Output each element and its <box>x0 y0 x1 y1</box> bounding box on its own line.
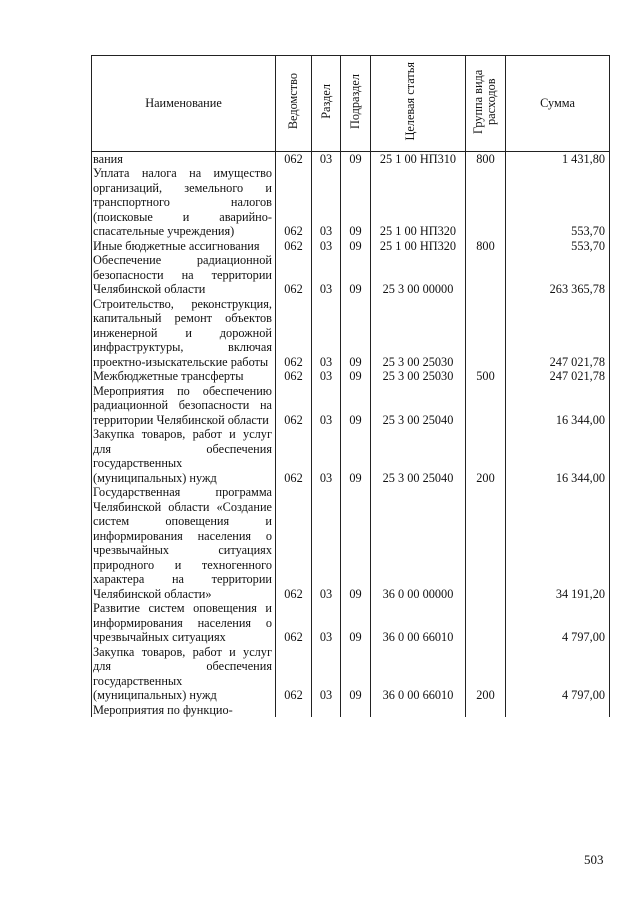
header-sum: Сумма <box>506 56 610 152</box>
cell-podrazdel <box>341 703 371 718</box>
cell-razdel: 03 <box>312 151 341 166</box>
cell-target-article: 25 3 00 25030 <box>371 369 466 384</box>
cell-razdel: 03 <box>312 645 341 703</box>
cell-podrazdel: 09 <box>341 151 371 166</box>
table-row <box>92 703 610 718</box>
cell-razdel: 03 <box>312 297 341 370</box>
cell-sum: 4 797,00 <box>506 601 610 645</box>
cell-vedomstvo <box>276 703 312 718</box>
cell-expense-group <box>466 601 506 645</box>
cell-name: Мероприятия по обеспечению радиационной безопасности на территории Челябинской области <box>92 384 276 428</box>
cell-expense-group <box>466 166 506 239</box>
cell-target-article: 36 0 00 66010 <box>371 645 466 703</box>
cell-name: Межбюджетные трансферты <box>92 369 276 384</box>
cell-name: Государственная программа Челябинской области «Создание систем оповещения и информирования населения о чрезвычайных ситуациях природного и техногенного характера на территории Челябинской области» <box>92 485 276 601</box>
cell-name: Мероприятия по функцио- <box>92 703 276 718</box>
cell-vedomstvo: 062 <box>276 297 312 370</box>
table-row <box>92 384 610 428</box>
table-row <box>92 151 610 166</box>
cell-target-article: 25 3 00 25030 <box>371 297 466 370</box>
cell-vedomstvo: 062 <box>276 427 312 485</box>
cell-expense-group <box>466 703 506 718</box>
cell-vedomstvo: 062 <box>276 601 312 645</box>
cell-target-article: 25 3 00 25040 <box>371 427 466 485</box>
cell-razdel: 03 <box>312 369 341 384</box>
cell-sum: 16 344,00 <box>506 427 610 485</box>
table-row <box>92 253 610 297</box>
header-vedomstvo: Ведомство <box>276 56 312 152</box>
cell-expense-group: 800 <box>466 151 506 166</box>
budget-table <box>91 55 610 717</box>
cell-sum: 16 344,00 <box>506 384 610 428</box>
cell-target-article <box>371 703 466 718</box>
cell-name: Закупка товаров, работ и услуг для обеспечения государственных (муниципальных) нужд <box>92 645 276 703</box>
cell-expense-group: 200 <box>466 427 506 485</box>
cell-razdel: 03 <box>312 427 341 485</box>
cell-sum: 34 191,20 <box>506 485 610 601</box>
cell-name: Развитие систем оповещения и информирования населения о чрезвычайных ситуациях <box>92 601 276 645</box>
cell-expense-group <box>466 485 506 601</box>
cell-vedomstvo: 062 <box>276 253 312 297</box>
cell-sum: 247 021,78 <box>506 369 610 384</box>
table-body <box>92 151 610 717</box>
cell-sum <box>506 703 610 718</box>
cell-sum: 4 797,00 <box>506 645 610 703</box>
cell-razdel: 03 <box>312 166 341 239</box>
cell-podrazdel: 09 <box>341 427 371 485</box>
cell-target-article: 25 1 00 НП320 <box>371 239 466 254</box>
cell-expense-group: 800 <box>466 239 506 254</box>
cell-sum: 1 431,80 <box>506 151 610 166</box>
cell-vedomstvo: 062 <box>276 645 312 703</box>
cell-sum: 263 365,78 <box>506 253 610 297</box>
table-row <box>92 485 610 601</box>
cell-podrazdel: 09 <box>341 239 371 254</box>
header-name: Наименование <box>92 56 276 152</box>
cell-sum: 553,70 <box>506 166 610 239</box>
cell-target-article: 36 0 00 00000 <box>371 485 466 601</box>
cell-target-article: 25 1 00 НП310 <box>371 151 466 166</box>
cell-expense-group: 500 <box>466 369 506 384</box>
header-podrazdel: Подраздел <box>341 56 371 152</box>
cell-expense-group <box>466 297 506 370</box>
cell-expense-group: 200 <box>466 645 506 703</box>
cell-podrazdel: 09 <box>341 297 371 370</box>
header-razdel: Раздел <box>312 56 341 152</box>
cell-podrazdel: 09 <box>341 485 371 601</box>
cell-name: вания <box>92 151 276 166</box>
cell-podrazdel: 09 <box>341 253 371 297</box>
cell-podrazdel: 09 <box>341 384 371 428</box>
table-row <box>92 239 610 254</box>
cell-razdel <box>312 703 341 718</box>
cell-target-article: 25 1 00 НП320 <box>371 166 466 239</box>
header-target-article: Целевая статья <box>371 56 466 152</box>
cell-podrazdel: 09 <box>341 645 371 703</box>
cell-podrazdel: 09 <box>341 369 371 384</box>
page-number: 503 <box>584 852 604 867</box>
cell-podrazdel: 09 <box>341 166 371 239</box>
table-row <box>92 645 610 703</box>
cell-razdel: 03 <box>312 601 341 645</box>
cell-expense-group <box>466 384 506 428</box>
cell-sum: 553,70 <box>506 239 610 254</box>
cell-expense-group <box>466 253 506 297</box>
cell-name: Строительство, реконструкция, капитальный ремонт объектов инженерной и дорожной инфраструктуры, включая проектно-изыскательские работы <box>92 297 276 370</box>
cell-vedomstvo: 062 <box>276 239 312 254</box>
cell-target-article: 36 0 00 66010 <box>371 601 466 645</box>
cell-name: Уплата налога на имущество организаций, земельного и транспортного налогов (поисковые и аварийно-спасательные учреждения) <box>92 166 276 239</box>
cell-name: Закупка товаров, работ и услуг для обеспечения государственных (муниципальных) нужд <box>92 427 276 485</box>
cell-vedomstvo: 062 <box>276 485 312 601</box>
cell-target-article: 25 3 00 00000 <box>371 253 466 297</box>
table-row <box>92 369 610 384</box>
cell-vedomstvo: 062 <box>276 151 312 166</box>
table-row <box>92 427 610 485</box>
cell-podrazdel: 09 <box>341 601 371 645</box>
table-header <box>92 56 610 152</box>
cell-razdel: 03 <box>312 485 341 601</box>
cell-vedomstvo: 062 <box>276 166 312 239</box>
cell-razdel: 03 <box>312 239 341 254</box>
header-expense-group: Группа вида расходов <box>466 56 506 152</box>
cell-razdel: 03 <box>312 253 341 297</box>
table-row <box>92 601 610 645</box>
cell-name: Иные бюджетные ассигнования <box>92 239 276 254</box>
cell-target-article: 25 3 00 25040 <box>371 384 466 428</box>
cell-name: Обеспечение радиационной безопасности на территории Челябинской области <box>92 253 276 297</box>
table-row <box>92 166 610 239</box>
cell-vedomstvo: 062 <box>276 369 312 384</box>
cell-sum: 247 021,78 <box>506 297 610 370</box>
cell-vedomstvo: 062 <box>276 384 312 428</box>
table-row <box>92 297 610 370</box>
cell-razdel: 03 <box>312 384 341 428</box>
